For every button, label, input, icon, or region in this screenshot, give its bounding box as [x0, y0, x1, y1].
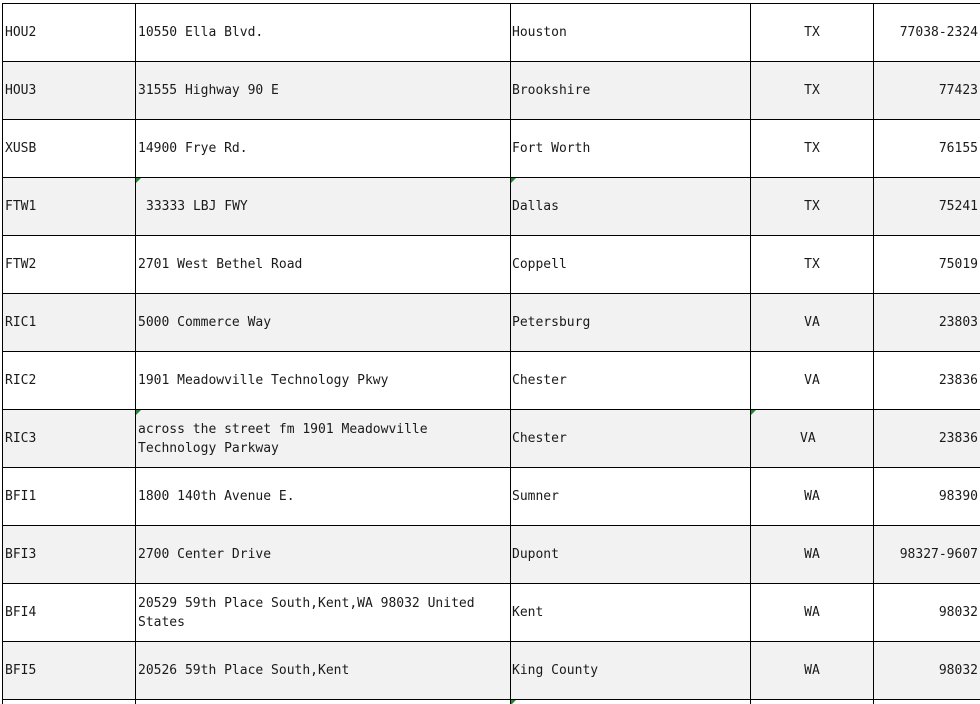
cell-city[interactable]: Dupont: [511, 526, 751, 584]
cell-code[interactable]: BFI3: [3, 526, 136, 584]
cell-address-text: across the street fm 1901 Meadowville Technology Parkway: [138, 421, 428, 456]
cell-zip[interactable]: 23836: [874, 410, 980, 468]
table-row: [3, 642, 980, 700]
cell-address[interactable]: 14900 Frye Rd.: [136, 120, 511, 178]
cell-code[interactable]: HOU3: [3, 62, 136, 120]
cell-city-text: Dallas: [512, 199, 559, 214]
table-row: [3, 294, 980, 352]
cell-state-text: VA: [800, 431, 816, 446]
cell-zip[interactable]: 77423: [874, 62, 980, 120]
cell-comment-indicator: [136, 178, 141, 183]
cell-city[interactable]: Coppell: [511, 236, 751, 294]
table-row: [3, 62, 980, 120]
cell-city[interactable]: Houston: [511, 4, 751, 62]
cell-city[interactable]: [511, 700, 751, 704]
cell-comment-indicator: [511, 178, 516, 183]
data-table: [2, 3, 980, 704]
cell-address[interactable]: 10550 Ella Blvd.: [136, 4, 511, 62]
cell-address[interactable]: [136, 700, 511, 704]
cell-code[interactable]: RIC1: [3, 294, 136, 352]
cell-address[interactable]: 2701 West Bethel Road: [136, 236, 511, 294]
cell-address[interactable]: 5000 Commerce Way: [136, 294, 511, 352]
cell-address[interactable]: 20529 59th Place South,Kent,WA 98032 United States: [136, 584, 511, 642]
cell-zip[interactable]: [874, 700, 980, 704]
cell-city[interactable]: Chester: [511, 352, 751, 410]
table-row: [3, 526, 980, 584]
table-row: [3, 410, 980, 468]
cell-state[interactable]: [751, 410, 874, 468]
cell-code[interactable]: RIC3: [3, 410, 136, 468]
cell-comment-indicator: [751, 410, 756, 415]
cell-code[interactable]: [3, 700, 136, 704]
cell-city[interactable]: [511, 178, 751, 236]
cell-code[interactable]: FTW1: [3, 178, 136, 236]
table-row: [3, 4, 980, 62]
cell-comment-indicator: [511, 700, 516, 704]
cell-address[interactable]: [136, 178, 511, 236]
cell-state[interactable]: TX: [751, 236, 874, 294]
cell-city[interactable]: Brookshire: [511, 62, 751, 120]
cell-zip[interactable]: 75241: [874, 178, 980, 236]
cell-state[interactable]: VA: [751, 294, 874, 352]
table-row: [3, 352, 980, 410]
cell-state[interactable]: VA: [751, 352, 874, 410]
cell-state[interactable]: WA: [751, 584, 874, 642]
cell-code[interactable]: HOU2: [3, 4, 136, 62]
table-row: [3, 178, 980, 236]
cell-zip[interactable]: 75019: [874, 236, 980, 294]
cell-zip[interactable]: 98390: [874, 468, 980, 526]
cell-comment-indicator: [136, 410, 141, 415]
cell-address[interactable]: 31555 Highway 90 E: [136, 62, 511, 120]
cell-city[interactable]: Petersburg: [511, 294, 751, 352]
cell-state[interactable]: WA: [751, 642, 874, 700]
table-row: [3, 120, 980, 178]
cell-zip[interactable]: 23803: [874, 294, 980, 352]
cell-state[interactable]: TX: [751, 120, 874, 178]
cell-state[interactable]: TX: [751, 178, 874, 236]
cell-state[interactable]: [751, 700, 874, 704]
cell-zip[interactable]: 23836: [874, 352, 980, 410]
cell-code[interactable]: FTW2: [3, 236, 136, 294]
cell-code[interactable]: BFI5: [3, 642, 136, 700]
cell-address[interactable]: 1800 140th Avenue E.: [136, 468, 511, 526]
table-row: [3, 236, 980, 294]
cell-code[interactable]: XUSB: [3, 120, 136, 178]
cell-city[interactable]: Fort Worth: [511, 120, 751, 178]
cell-address[interactable]: 20526 59th Place South,Kent: [136, 642, 511, 700]
cell-zip[interactable]: 98327-9607: [874, 526, 980, 584]
cell-city[interactable]: King County: [511, 642, 751, 700]
table-row: [3, 584, 980, 642]
cell-zip[interactable]: 77038-2324: [874, 4, 980, 62]
cell-code[interactable]: RIC2: [3, 352, 136, 410]
cell-zip[interactable]: 76155: [874, 120, 980, 178]
cell-state[interactable]: TX: [751, 4, 874, 62]
cell-zip[interactable]: 98032: [874, 642, 980, 700]
table-row: [3, 468, 980, 526]
cell-code[interactable]: BFI4: [3, 584, 136, 642]
cell-city[interactable]: Chester: [511, 410, 751, 468]
cell-code[interactable]: BFI1: [3, 468, 136, 526]
cell-city[interactable]: Sumner: [511, 468, 751, 526]
table-row-partial: [3, 700, 980, 704]
cell-zip[interactable]: 98032: [874, 584, 980, 642]
cell-address[interactable]: [136, 410, 511, 468]
cell-state[interactable]: WA: [751, 468, 874, 526]
cell-city[interactable]: Kent: [511, 584, 751, 642]
cell-state[interactable]: WA: [751, 526, 874, 584]
cell-state[interactable]: TX: [751, 62, 874, 120]
cell-address[interactable]: 1901 Meadowville Technology Pkwy: [136, 352, 511, 410]
cell-address[interactable]: 2700 Center Drive: [136, 526, 511, 584]
cell-address-text: 33333 LBJ FWY: [146, 199, 248, 214]
